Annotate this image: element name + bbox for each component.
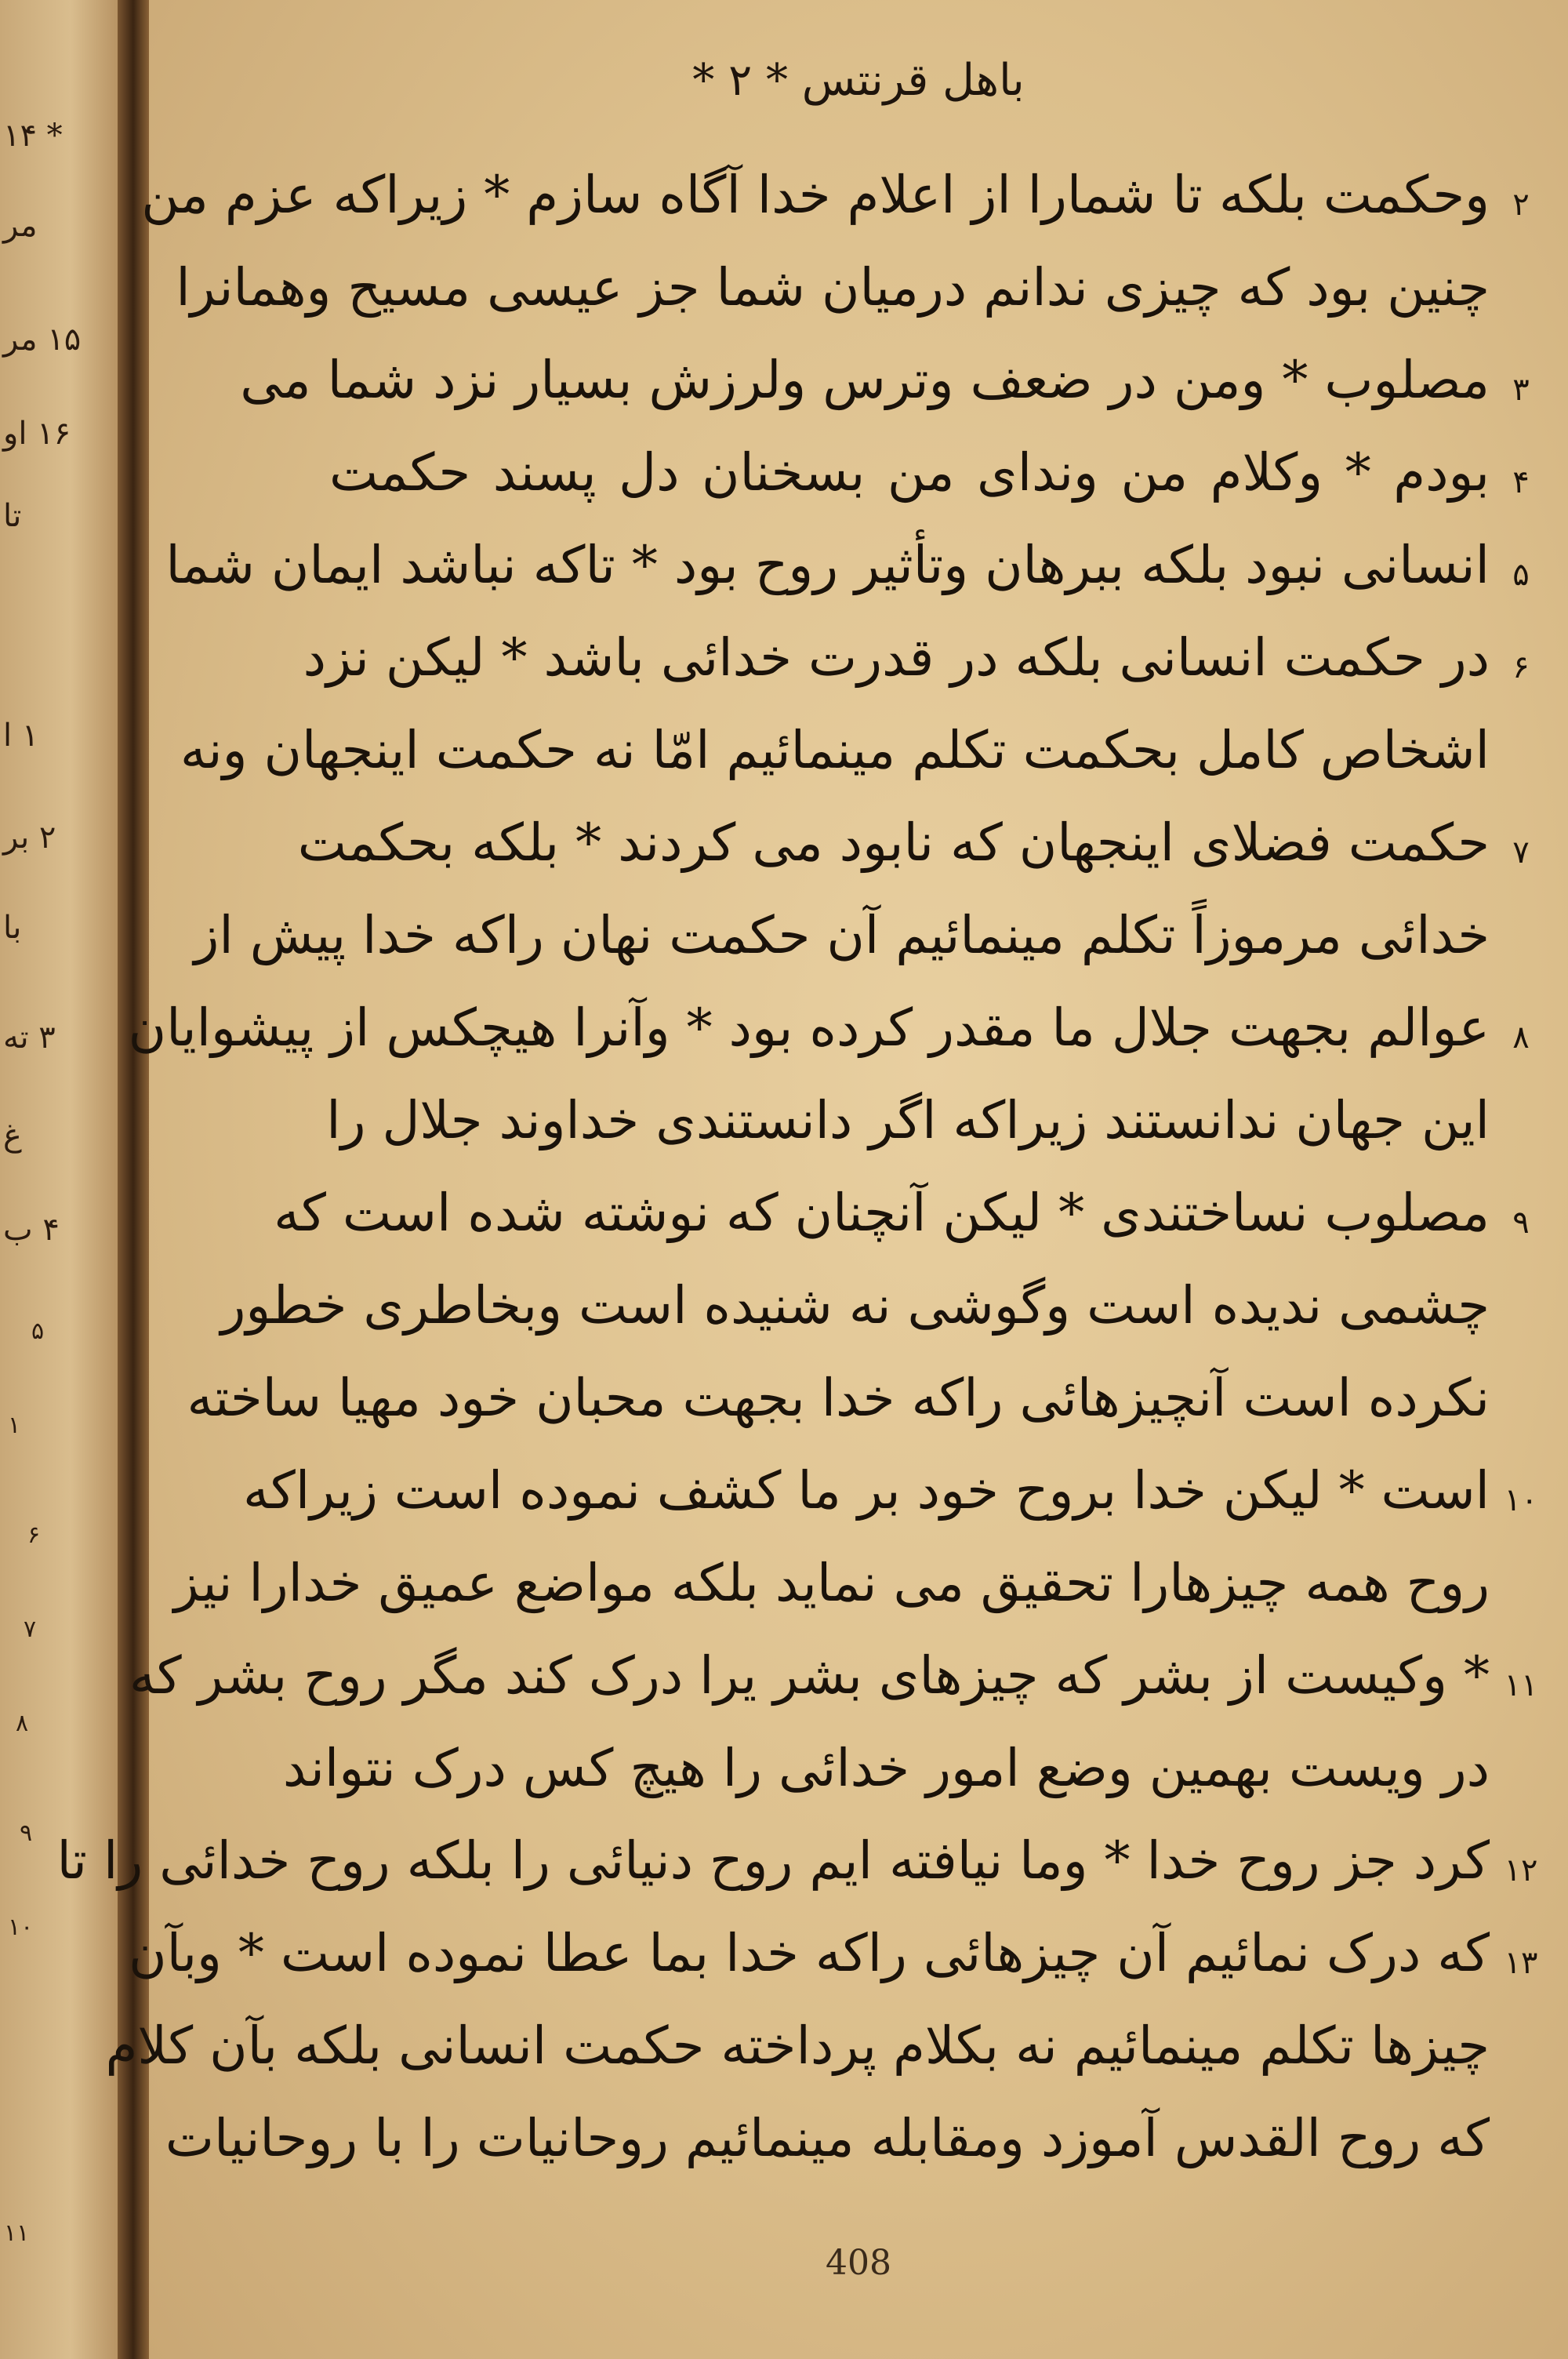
text-line: مصلوب نساختندی * لیکن آنچنان که نوشته شده است که [274,1183,1490,1243]
verse-number: ۸ [1512,1020,1530,1056]
left-page-text: * ۱۴ [3,118,63,154]
text-line: وحکمت بلکه تا شمارا از اعلام خدا آگاه سازم * زیراکه عزم من [141,165,1490,225]
left-page-text: ۱۶ او [3,416,71,452]
text-line: روح همه چیزهارا تحقیق می نماید بلکه مواضع عمیق خدارا نیز [173,1553,1490,1613]
left-page-number: ۱۱ [4,2219,30,2247]
left-page-text: مر [3,208,38,244]
verse-number: ۳ [1512,372,1530,408]
text-line: در ویست بهمین وضع امور خدائی را هیچ کس درک نتواند [282,1738,1490,1798]
verse-number: ۲ [1512,187,1530,223]
left-page-number: ۷ [24,1616,37,1643]
left-page-text: ۳ ته [3,1020,56,1056]
left-page-number: ۱۰ [8,1914,34,1941]
left-page-number: ۹ [20,1819,33,1847]
left-page-text: ۴ ب [3,1212,60,1248]
verse-number: ۱۱ [1504,1667,1538,1703]
text-line: عوالم بجهت جلال ما مقدر کرده بود * وآنرا هیچکس از پیشوایان [128,998,1490,1058]
left-page-text: با [3,910,22,946]
verse-number: ۵ [1512,557,1530,593]
left-page-number: ۶ [27,1521,41,1549]
text-line: در حکمت انسانی بلکه در قدرت خدائی باشد * لیکن نزد [303,627,1490,688]
text-line: * وکیست از بشر که چیزهای بشر یرا درک کند مگر روح بشر که [129,1645,1490,1706]
text-line: نکرده است آنچیزهائی راکه خدا بجهت محبان خود مهیا ساخته [187,1368,1490,1428]
verse-number: ۱۰ [1504,1482,1538,1518]
text-line: مصلوب * ومن در ضعف وترس ولرزش بسیار نزد شما می [240,350,1490,410]
verse-number: ۱۲ [1504,1852,1538,1888]
text-line: اشخاص کامل بحکمت تکلم مینمائیم امّا نه حکمت اینجهان ونه [180,720,1490,780]
text-line: انسانی نبود بلکه ببرهان وتأثیر روح بود * تاکه نباشد ایمان شما [165,535,1490,595]
text-line: چنین بود که چیزی ندانم درمیان شما جز عیسی مسیح وهمانرا [176,257,1490,318]
book-gutter [118,0,149,2359]
text-line: چشمی ندیده است وگوشی نه شنیده است وبخاطری خطور [220,1275,1490,1336]
left-page-edge [0,0,118,2359]
left-page-number: ۱ [8,1412,21,1439]
left-page-text: تا [3,498,22,534]
text-line: است * لیکن خدا بروح خود بر ما کشف نموده است زیراکه [243,1460,1490,1521]
text-line: این جهان ندانستند زیراکه اگر دانستندی خداوند جلال را [326,1090,1490,1150]
verse-number: ۴ [1512,464,1530,500]
text-line: چیزها تکلم مینمائیم نه بکلام پرداخته حکمت انسانی بلکه بآن کلام [105,2016,1490,2076]
verse-number: ۱۳ [1504,1945,1538,1981]
text-line: بودم * وکلام من وندای من بسخنان دل پسند حکمت [329,442,1490,503]
left-page-number: ۵ [31,1318,45,1345]
text-line: کرد جز روح خدا * وما نیافته ایم روح دنیائی را بلکه روح خدائی را تا [56,1830,1490,1891]
running-header: باهل قرنتس * ۲ * [692,55,1025,106]
left-page-text: ۱۵ مر [3,322,82,358]
text-line: که درک نمائیم آن چیزهائی راکه خدا بما عطا نموده است * وبآن [129,1923,1490,1983]
page-number: 408 [826,2243,891,2283]
left-page-number: ۸ [16,1710,29,1737]
left-page-text: غ [3,1118,22,1154]
text-line: خدائی مرموزاً تکلم مینمائیم آن حکمت نهان راکه خدا پیش از [194,905,1490,965]
text-line: حکمت فضلای اینجهان که نابود می کردند * بلکه بحکمت [297,812,1490,873]
text-line: که روح القدس آموزد ومقابله مینمائیم روحانیات را با روحانیات [165,2108,1490,2168]
verse-number: ۹ [1512,1205,1530,1241]
verse-number: ۶ [1512,649,1530,685]
verse-number: ۷ [1512,834,1530,871]
left-page-text: ۱ ا [3,718,39,754]
left-page-text: ۲ بر [3,820,56,856]
right-page [56,0,1568,2359]
